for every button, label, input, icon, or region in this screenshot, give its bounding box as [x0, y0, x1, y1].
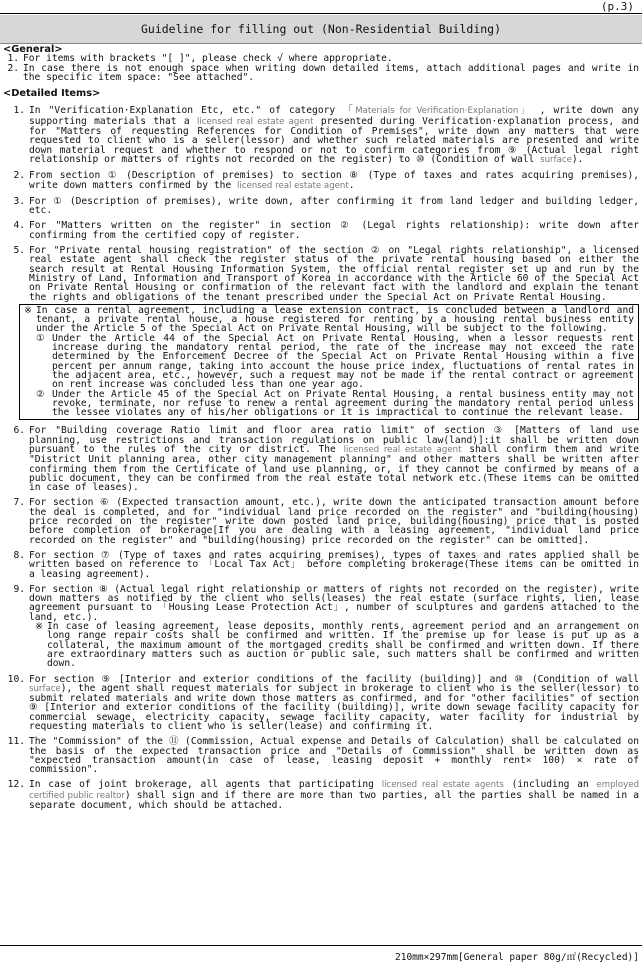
- item-number: 1.: [7, 53, 19, 65]
- detailed-item-2: [3, 171, 639, 191]
- item-note: [35, 622, 639, 668]
- item-number: 6.: [13, 425, 25, 437]
- footer-rule: [0, 945, 642, 946]
- item-number: 2.: [13, 170, 25, 182]
- detailed-item-9: [3, 585, 639, 669]
- detailed-item-4: [3, 221, 639, 240]
- item-number: 8.: [13, 549, 25, 561]
- item-text: For section ⑥ (Expected transaction amount, etc.), write down the anticipated transaction amount before the deal is completed, and for "individual land price recorded on the register" and "building(housing) price recorded on the register" write down posted land price, building(housing) price that is posted before completion of brokerage[If you are dealing with a leasing agreement, "individual land price recorded on the register" and "building(housing) price recorded on the register" can be omitted].: [29, 497, 639, 546]
- detailed-item-1: [3, 106, 639, 165]
- detailed-item-5: [3, 246, 639, 302]
- detailed-heading: <Detailed Items>: [3, 88, 101, 100]
- reference-mark-icon: ※: [24, 304, 33, 316]
- private-rental-notice-box: [19, 304, 639, 421]
- item-text: In "Verification·Explanation Etc, etc." of category 「Materials for Verification·Explanation」 , write down any supporting materials that a licensed real estate agent presented during Verification·explanation process, and for "Matters of requesting References for Condition of Premises", write down any matters that were requested to client who is a seller(lessor) and whether such related materials are presented and write down material request and whether to respond or not to confirm categories from ⑨ (Actual legal right relationship or matters of rights not recorded on the register) to ⑩ (Condition of wall surface).: [29, 105, 639, 165]
- paper-spec-footer: 210mm×297mm[General paper 80g/㎡(Recycled)]: [395, 952, 639, 963]
- item-number: 7.: [13, 497, 25, 509]
- item-text: For "Private rental housing registration" of the section ② on "Legal rights relationship", a licensed real estate agent shall check the register status of the private rental housing based on either the search result at Rental Housing Information System, the official rental register set up and run by the Ministry of Land, Information and Transport of Korea in accordance with the Article 60 of the Special Act on Private Rental Housing or confirmation of the relevant fact with the landlord and explain the tenant the rights and obligations of the tenant prescribed under the Special Act on Private Rental Housing.: [29, 245, 639, 303]
- item-text: For section ⑨ [Interior and exterior conditions of the facility (building)] and ⑩ (Condition of wall surface), the agent shall request materials for subject in brokerage to client who is the seller(lessor) to submit related materials and write down those matters as confirmed, and for "other facilities" of section ⑨ [Interior and exterior conditions of the facility (building)], write down sewage facility capacity for commercial sewage, electricity capacity, sewage facility capacity, water facility for industrial by requesting materials to client who is seller(lease) and confirming it.: [29, 673, 639, 732]
- item-text: For ① (Description of premises), write down, after confirming it from land ledger and building ledger, etc.: [29, 195, 639, 217]
- subitem-number: ①: [36, 332, 45, 344]
- item-text: For items with brackets "[ ]", please check √ where appropriate.: [23, 53, 393, 65]
- item-text: For section ⑦ (Type of taxes and rates acquiring premises), types of taxes and rates applied shall be written based on reference to 「Local Tax Act」 before completing brokerage(These items can be omitted in a leasing agreement).: [29, 549, 639, 580]
- item-text: In case of joint brokerage, all agents that participating licensed real estate agents (including an employed certified public realtor) shall sign and if there are more than two parties, all the parties shall be named in a separate document, which should be attached.: [29, 779, 639, 812]
- notice-subitem-2: [36, 390, 634, 418]
- item-number: 11.: [7, 736, 25, 748]
- item-number: 9.: [13, 583, 25, 595]
- subitem-text: Under the Article 45 of the Special Act on Private Rental Housing, a rental business entity may not revoke, terminate, nor refuse to renew a rental agreement during the mandatory rental period unless the lessee violates any of his/her obligations or it is impractical to continue the relevant lease.: [52, 388, 634, 419]
- item-text: For "Building coverage Ratio limit and floor area ratio limit" of section ③ [Matters of land use planning, use restrictions and transaction regulations on public law(land)]:it shall be written down pursuant to the rules of the city or district. The licensed real estate agent shall confirm them and write "District Unit planning area, other city management planning" and other matters shall be written after confirming them from the Certificate of land use planning, or, if they cannot be confirmed by means of a public document, they can be confirmed from the real estate total network etc.(These items can be omitted in case of leases).: [29, 425, 639, 494]
- item-text: The "Commission" of the ⑪ (Commission, Actual expense and Details of Calculation) shall be calculated on the basis of the expected transaction price and "Details of Commission" shall be written down as "expected transaction amount(in case of lease, leasing deposit + monthly rent× 100) × rate of commission".: [29, 736, 639, 776]
- detailed-item-10: [3, 675, 639, 732]
- detailed-item-3: [3, 197, 639, 216]
- item-text: From section ① (Description of premises) to section ⑧ (Type of taxes and rates acquiring premises), write down matters confirmed by the licensed real estate agent.: [29, 170, 639, 191]
- subitem-text: Under the Article 44 of the Special Act on Private Rental Housing, when a lessor requests rent increase during the mandatory rental period, the rate of the increase may not exceed the rate determined by the Enforcement Decree of the Special Act on Private Rental Housing within a five percent per annum range, taking into account the house price index, fluctuations of rental rates in the adjacent area, etc., however, such a request may not be made if the rental contract or agreement on rent increase was concluded less than one year ago.: [52, 332, 634, 391]
- item-number: 10.: [7, 673, 25, 685]
- detailed-item-6: [3, 426, 639, 492]
- item-number: 3.: [13, 195, 25, 207]
- item-number: 12.: [7, 779, 25, 791]
- detailed-item-8: [3, 551, 639, 579]
- general-heading: <General>: [3, 44, 63, 55]
- page-title: Guideline for filling out (Non-Residential Building): [0, 15, 642, 44]
- general-item: [3, 64, 639, 83]
- notice-text: In case a rental agreement, including a lease extension contract, is concluded between a landlord and tenant, a private rental house, a house registered for renting by a housing rental business entity under the Article 5 of the Special Act on Private Rental Housing, will be subject to the following.: [36, 304, 634, 335]
- item-number: 2.: [7, 62, 19, 74]
- item-number: 1.: [13, 105, 25, 117]
- item-number: 5.: [13, 245, 25, 257]
- general-list: [3, 54, 639, 82]
- notice-intro: [24, 306, 634, 334]
- guideline-content: [3, 45, 639, 816]
- detailed-list: [3, 106, 639, 810]
- detailed-item-12: [3, 780, 639, 810]
- subitem-number: ②: [36, 388, 45, 400]
- detailed-item-11: [3, 737, 639, 774]
- item-text: In case there is not enough space when writing down detailed items, attach additional pages and write in the specific item space: "See attached".: [23, 62, 639, 83]
- reference-mark-icon: ※: [35, 621, 44, 633]
- page-number: (p.3): [600, 0, 634, 13]
- top-rule: [0, 13, 642, 14]
- note-text: In case of leasing agreement, lease deposits, monthly rents, agreement period and an arrangement on long range repair costs shall be confirmed and written. If the premise up for lease is put up as a collateral, the maximum amount of the mortgaged credits shall be confirmed and written down. If there are extraordinary matters such as auction or public sale, such matters shall be confirmed and written down.: [47, 621, 639, 670]
- item-text: For "Matters written on the register" in section ② (Legal rights relationship): write down after confirming from the certified copy of register.: [29, 220, 639, 241]
- notice-subitem-1: [36, 334, 634, 390]
- item-body: For section ⑧ (Actual legal right relationship or matters of rights not recorded on the register), write down matters as notified by the client who sells(leases) the real estate (surface rights, lien, lease agreement pursuant to 「Housing Lease Protection Act」, number of sculptures and gardens attached to the land, etc.).: [29, 583, 639, 623]
- item-text: [29, 585, 639, 669]
- detailed-item-7: [3, 498, 639, 544]
- item-number: 4.: [13, 220, 25, 232]
